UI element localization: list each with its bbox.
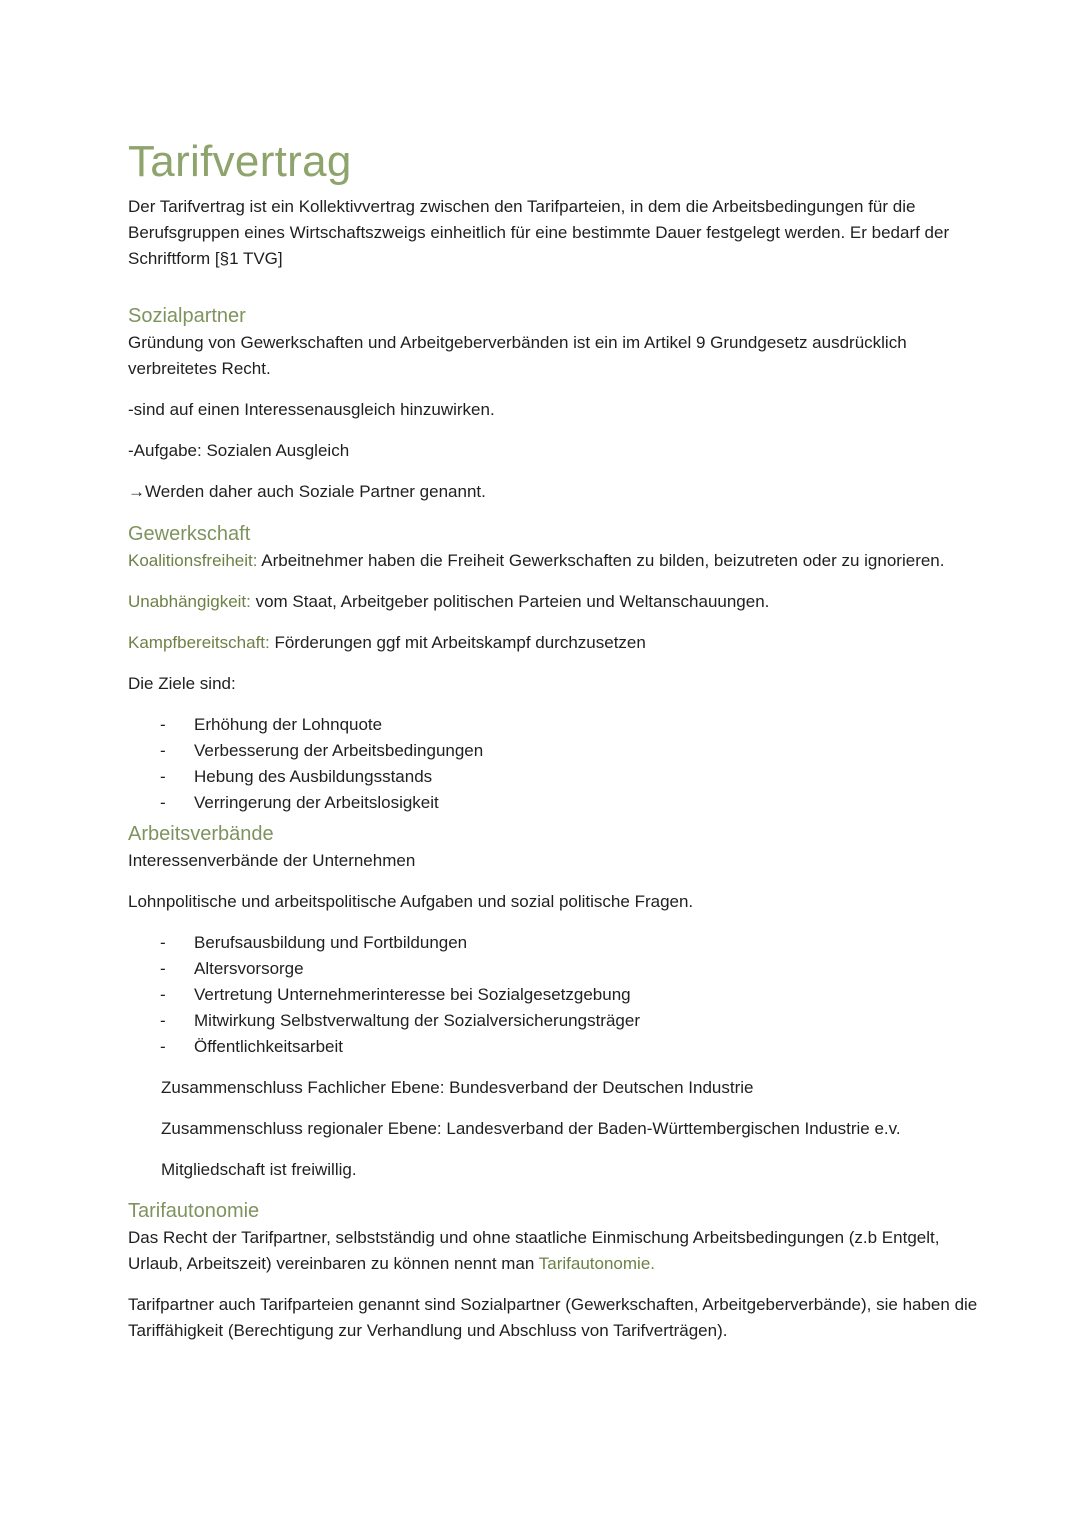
arbeitsverbaende-paragraph-1: Interessenverbände der Unternehmen	[128, 851, 416, 870]
text-kampfbereitschaft: Förderungen ggf mit Arbeitskampf durchzusetzen	[269, 633, 646, 652]
list-item: - Öffentlichkeitsarbeit	[128, 1034, 980, 1060]
gewerkschaft-kampfbereitschaft	[128, 630, 980, 656]
zusammenschluss-regional: Zusammenschluss regionaler Ebene: Landesverband der Baden-Württembergischen Industrie e.v.	[161, 1119, 901, 1138]
text-koalitionsfreiheit: Arbeitnehmer haben die Freiheit Gewerkschaften zu bilden, beizutreten oder zu ignorieren.	[257, 551, 945, 570]
list-item: - Altersvorsorge	[128, 956, 980, 982]
sozialpartner-paragraph-2: -sind auf einen Interessenausgleich hinzuwirken.	[128, 400, 495, 419]
zusammenschluss-fachlich: Zusammenschluss Fachlicher Ebene: Bundesverband der Deutschen Industrie	[161, 1078, 754, 1097]
list-item: - Verbesserung der Arbeitsbedingungen	[128, 738, 980, 764]
heading-tarifautonomie: Tarifautonomie	[128, 1200, 260, 1222]
page-title: Tarifvertrag	[128, 137, 352, 186]
term-tarifautonomie: Tarifautonomie.	[538, 1254, 655, 1273]
list-item: - Berufsausbildung und Fortbildungen	[128, 930, 980, 956]
list-item: - Vertretung Unternehmerinteresse bei Sozialgesetzgebung	[128, 982, 980, 1008]
ziele-list	[128, 712, 980, 816]
heading-gewerkschaft: Gewerkschaft	[128, 523, 251, 545]
tarifautonomie-paragraph-1	[128, 1225, 980, 1277]
term-koalitionsfreiheit: Koalitionsfreiheit:	[128, 551, 258, 570]
sozialpartner-paragraph-3: -Aufgabe: Sozialen Ausgleich	[128, 441, 350, 460]
sozialpartner-paragraph-1: Gründung von Gewerkschaften und Arbeitgeberverbänden ist ein im Artikel 9 Grundgesetz ausdrücklich verbreitetes Recht.	[128, 333, 907, 378]
mitgliedschaft-note: Mitgliedschaft ist freiwillig.	[161, 1160, 357, 1179]
intro-paragraph: Der Tarifvertrag ist ein Kollektivvertrag zwischen den Tarifparteien, in dem die Arbeitsbedingungen für die Berufsgruppen eines Wirtschaftszweigs einheitlich für eine bestimmte Dauer festgelegt werden. Er bedarf der Schriftform [§1 TVG]	[128, 197, 950, 268]
arrow-right-icon: →	[128, 482, 145, 501]
sozialpartner-paragraph-4	[128, 479, 980, 505]
text-unabhaengigkeit: vom Staat, Arbeitgeber politischen Parteien und Weltanschauungen.	[250, 592, 770, 611]
heading-arbeitsverbaende: Arbeitsverbände	[128, 823, 274, 845]
list-item: - Verringerung der Arbeitslosigkeit	[128, 790, 980, 816]
term-unabhaengigkeit: Unabhängigkeit:	[128, 592, 251, 611]
list-item: - Hebung des Ausbildungsstands	[128, 764, 980, 790]
gewerkschaft-unabhaengigkeit	[128, 589, 980, 615]
tarifautonomie-paragraph-1-text: Das Recht der Tarifpartner, selbstständig und ohne staatliche Einmischung Arbeitsbedingungen (z.b Entgelt, Urlaub, Arbeitszeit) vereinbaren zu können nennt man	[128, 1228, 940, 1273]
sozialpartner-paragraph-4-text: Werden daher auch Soziale Partner genannt.	[145, 482, 486, 501]
term-kampfbereitschaft: Kampfbereitschaft:	[128, 633, 270, 652]
gewerkschaft-koalitionsfreiheit	[128, 548, 980, 574]
list-item: - Mitwirkung Selbstverwaltung der Sozialversicherungsträger	[128, 1008, 980, 1034]
arbeitsverbaende-list	[128, 930, 980, 1060]
list-item: - Erhöhung der Lohnquote	[128, 712, 980, 738]
arbeitsverbaende-paragraph-2: Lohnpolitische und arbeitspolitische Aufgaben und sozial politische Fragen.	[128, 892, 694, 911]
heading-sozialpartner: Sozialpartner	[128, 305, 246, 327]
tarifautonomie-paragraph-2: Tarifpartner auch Tarifparteien genannt sind Sozialpartner (Gewerkschaften, Arbeitgeberverbände), sie haben die Tariffähigkeit (Berechtigung zur Verhandlung und Abschluss von Tarifverträgen).	[128, 1295, 978, 1340]
ziele-label: Die Ziele sind:	[128, 674, 236, 693]
